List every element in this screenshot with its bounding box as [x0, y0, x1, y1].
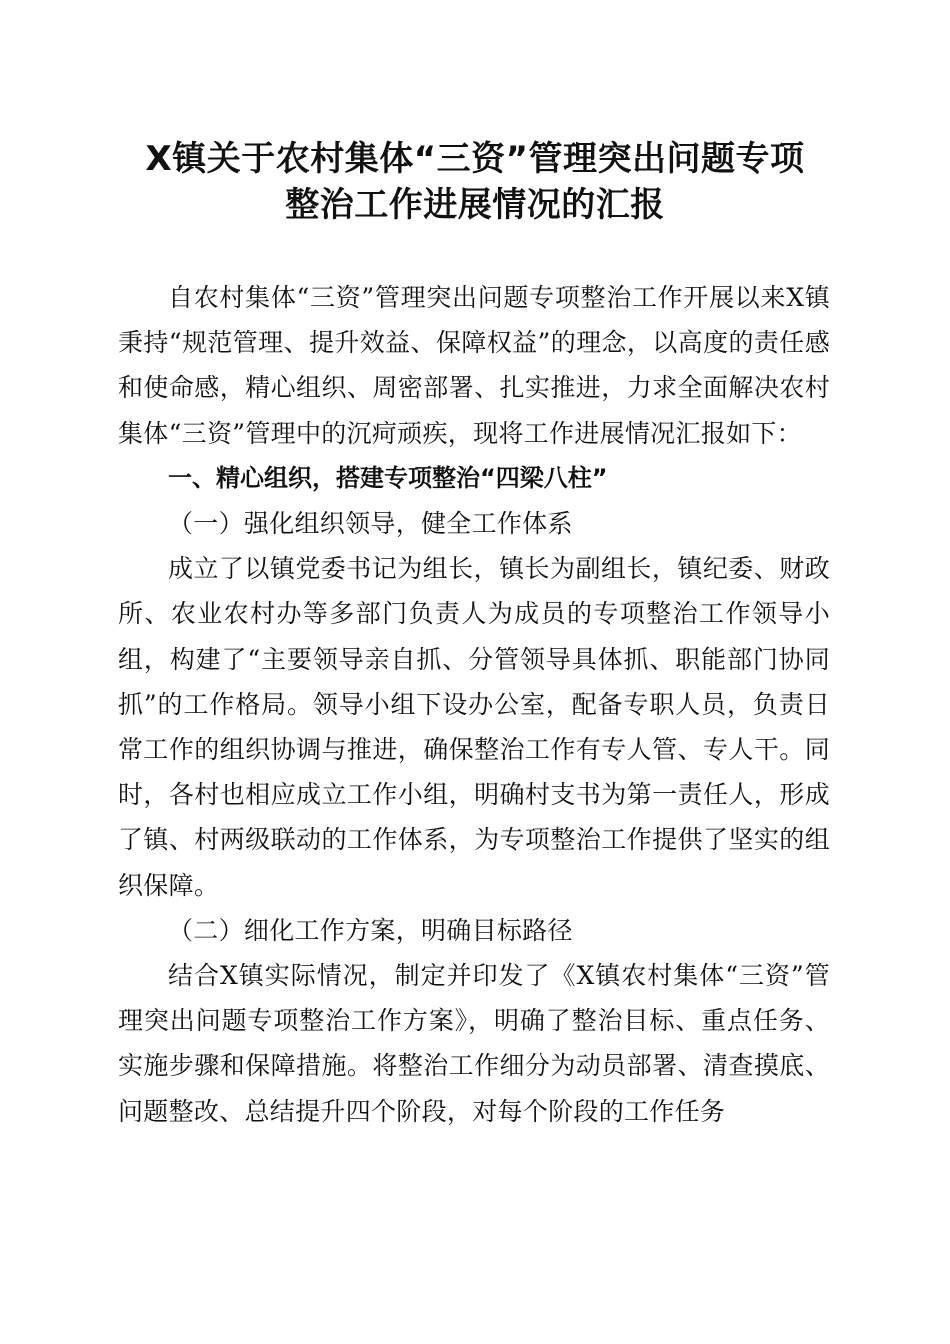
subsection-2-heading: （二）细化工作方案，明确目标路径 [168, 915, 573, 945]
subsection-2-paragraph: 结合X镇实际情况，制定并印发了《X镇农村集体“三资”管理突出问题专项整治工作方案》，明确了整治目标、重点任务、实施步骤和保障措施。将整治工作细分为动员部署、清查摸底、问题整改、总结提升四个阶段，对每个阶段的工作任务 [118, 961, 830, 1126]
intro-paragraph: 自农村集体“三资”管理突出问题专项整治工作开展以来X镇秉持“规范管理、提升效益、保障权益”的理念，以高度的责任感和使命感，精心组织、周密部署、扎实推进，力求全面解决农村集体“三资”管理中的沉疴顽疾，现将工作进展情况汇报如下： [118, 283, 830, 448]
subsection-1-heading: （一）强化组织领导，健全工作体系 [168, 509, 573, 539]
document-body [118, 275, 830, 1134]
subsection-1-paragraph: 成立了以镇党委书记为组长，镇长为副组长，镇纪委、财政所、农业农村办等多部门负责人为成员的专项整治工作领导小组，构建了“主要领导亲自抓、分管领导具体抓、职能部门协同抓”的工作格局。领导小组下设办公室，配备专职人员，负责日常工作的组织协调与推进，确保整治工作有专人管、专人干。同时，各村也相应成立工作小组，明确村支书为第一责任人，形成了镇、村两级联动的工作体系，为专项整治工作提供了坚实的组织保障。 [118, 554, 830, 900]
section-1-heading: 一、精心组织，搭建专项整治“四梁八柱” [168, 463, 608, 492]
document-title-line-2: 整治工作进展情况的汇报 [285, 185, 665, 225]
document-title-line-1: X镇关于农村集体“三资”管理突出问题专项 [145, 139, 805, 179]
